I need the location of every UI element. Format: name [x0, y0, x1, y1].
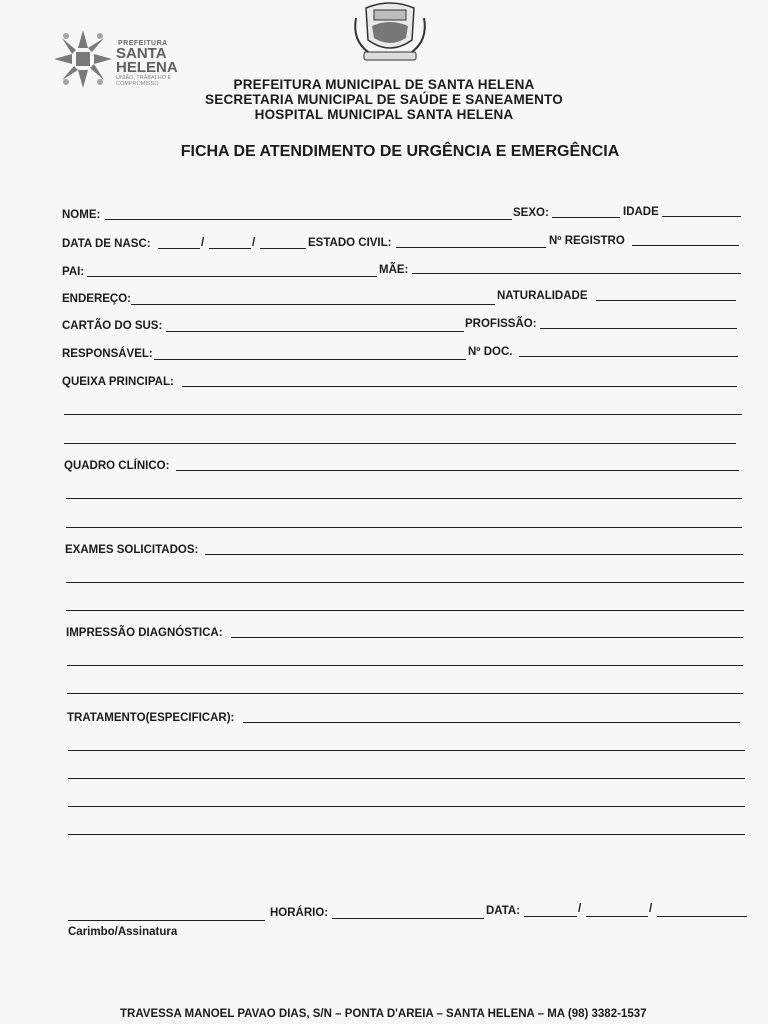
field-idade[interactable]: [662, 216, 741, 217]
label-endereco: ENDEREÇO:: [62, 293, 132, 305]
form-title: FICHA DE ATENDIMENTO DE URGÊNCIA E EMERGÊNCIA: [180, 143, 620, 160]
header-line-prefeitura: PREFEITURA MUNICIPAL DE SANTA HELENA: [233, 77, 535, 92]
field-quadro-line[interactable]: [66, 527, 742, 528]
field-estado-civil[interactable]: [396, 247, 546, 248]
field-exames-line[interactable]: [66, 582, 744, 583]
field-data-ano[interactable]: [657, 916, 747, 917]
field-impressao-diagnostica[interactable]: [231, 637, 743, 638]
label-idade: IDADE: [623, 206, 659, 218]
logo-line-santa-helena: [116, 47, 178, 75]
label-carimbo-assinatura: Carimbo/Assinatura: [68, 926, 178, 938]
label-pai: PAI:: [62, 266, 85, 278]
label-impressao-diagnostica: IMPRESSÃO DIAGNÓSTICA:: [66, 627, 223, 639]
label-data: DATA:: [486, 905, 521, 917]
field-nasc-ano[interactable]: [260, 248, 306, 249]
field-cartao-sus[interactable]: [166, 331, 464, 332]
label-horario: HORÁRIO:: [270, 907, 329, 919]
field-profissao[interactable]: [540, 328, 737, 329]
label-cartao-sus: CARTÃO DO SUS:: [62, 320, 163, 332]
field-data-dia[interactable]: [524, 916, 577, 917]
logo-line-prefeitura: PREFEITURA: [118, 40, 168, 47]
field-pai[interactable]: [87, 276, 377, 277]
field-tratamento[interactable]: [243, 722, 740, 723]
date-separator: /: [201, 237, 205, 249]
field-responsavel[interactable]: [154, 359, 466, 360]
field-queixa-line[interactable]: [64, 443, 736, 444]
header-line-hospital: HOSPITAL MUNICIPAL SANTA HELENA: [254, 107, 514, 122]
header-line-secretaria: SECRETARIA MUNICIPAL DE SAÚDE E SANEAMENTO: [205, 92, 563, 107]
coat-of-arms-icon: [350, 0, 430, 70]
coat-of-arms: [350, 0, 430, 70]
field-tratamento-line[interactable]: [68, 778, 745, 779]
label-estado-civil: ESTADO CIVIL:: [308, 237, 392, 249]
date-separator: /: [578, 903, 582, 915]
label-sexo: SEXO:: [513, 207, 549, 219]
logo-word-santa: SANTA: [116, 45, 167, 62]
field-exames-line[interactable]: [66, 610, 744, 611]
field-nasc-dia[interactable]: [158, 248, 200, 249]
label-queixa-principal: QUEIXA PRINCIPAL:: [62, 376, 174, 388]
label-tratamento: TRATAMENTO(ESPECIFICAR):: [67, 712, 235, 724]
label-doc: Nº DOC.: [468, 346, 513, 358]
field-nasc-mes[interactable]: [209, 248, 251, 249]
field-data-mes[interactable]: [586, 916, 648, 917]
field-impressao-line[interactable]: [67, 693, 743, 694]
field-carimbo-assinatura[interactable]: [68, 920, 265, 921]
footer-address: TRAVESSA MANOEL PAVAO DIAS, S/N – PONTA D'AREIA – SANTA HELENA – MA (98) 3382-1537: [120, 1008, 647, 1020]
field-sexo[interactable]: [552, 217, 620, 218]
label-naturalidade: NATURALIDADE: [497, 290, 588, 302]
field-naturalidade[interactable]: [596, 300, 736, 301]
label-responsavel: RESPONSÁVEL:: [62, 348, 153, 360]
field-quadro-line[interactable]: [66, 498, 742, 499]
label-quadro-clinico: QUADRO CLÍNICO:: [64, 460, 170, 472]
field-doc[interactable]: [519, 356, 738, 357]
field-quadro-clinico[interactable]: [176, 470, 739, 471]
field-nome[interactable]: [105, 219, 512, 220]
field-tratamento-line[interactable]: [68, 806, 745, 807]
logo-word-helena: HELENA: [116, 59, 178, 76]
logo-tagline: UNIÃO, TRABALHO E COMPROMISSO: [116, 75, 172, 87]
label-data-nasc: DATA DE NASC:: [62, 238, 151, 250]
label-exames-solicitados: EXAMES SOLICITADOS:: [65, 544, 199, 556]
field-tratamento-line[interactable]: [68, 750, 745, 751]
field-mae[interactable]: [412, 273, 741, 274]
field-queixa-principal[interactable]: [182, 386, 737, 387]
label-nome: NOME:: [62, 209, 101, 221]
field-tratamento-line[interactable]: [68, 834, 745, 835]
field-registro[interactable]: [632, 245, 739, 246]
label-registro: Nº REGISTRO: [549, 235, 625, 247]
field-horario[interactable]: [332, 918, 484, 919]
field-endereco[interactable]: [131, 304, 495, 305]
label-profissao: PROFISSÃO:: [465, 318, 537, 330]
field-queixa-line[interactable]: [64, 414, 742, 415]
field-impressao-line[interactable]: [67, 665, 743, 666]
label-mae: MÃE:: [379, 264, 409, 276]
field-exames-solicitados[interactable]: [205, 554, 743, 555]
date-separator: /: [252, 237, 256, 249]
date-separator: /: [649, 903, 653, 915]
